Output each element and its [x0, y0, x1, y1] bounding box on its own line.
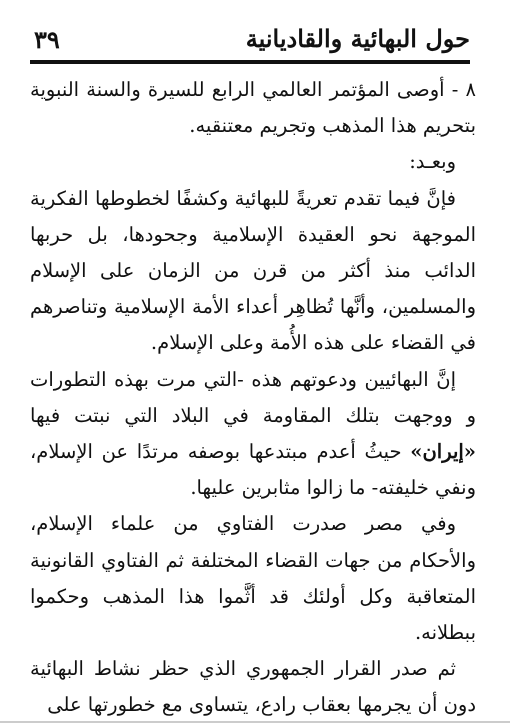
paragraph-bahais-persist — [30, 362, 476, 507]
paragraph-recommendation-8: ٨ - أوصى المؤتمر العالمي الرابع للسيرة والسنة النبوية بتحريم هذا المذهب وتجريم معتنقيه. — [30, 78, 476, 138]
header-rule — [30, 60, 470, 64]
paragraph-egypt-fatwas: وفي مصر صدرت الفتاوي من علماء الإسلام، والأحكام من جهات القضاء المختلفة ثم الفتاوي القانونية المتعاقبة وكل أولئك قد أثَّموا هذا المذهب وحكموا ببطلانه. — [30, 512, 476, 645]
paragraph-republican-decree: ثم صدر القرار الجمهوري الذي حظر نشاط البهائية دون أن يجرمها بعقاب رادع، يتساوى مع خطورتها على — [30, 657, 476, 717]
paragraph-bahais-persist-end: حيثُ أعدم مبتدعها بوصفه مرتدًا عن الإسلام، ونفي خليفته- ما زالوا مثابرين عليها. — [30, 440, 476, 500]
iran-emphasis: «إيران» — [410, 440, 476, 464]
paragraph-bahais-persist-start: إنَّ البهائيين ودعوتهم هذه -التي مرت بهذه التطورات و ووجهت بتلك المقاومة في البلاد التي نبتت فيها — [30, 367, 476, 427]
body-text — [30, 72, 476, 724]
paragraph-exposure: فإنَّ فيما تقدم تعريةً للبهائية وكشفًا لخطوطها الفكرية الموجهة نحو العقيدة الإسلامية وجحودها، بل حربها الدائب منذ أكثر من قرن من الزمان على الإسلام والمسلمين، وأنَّها تُظاهِر أعداء الأمة الإسلامية وتناصرهم في القضاء على هذه الأُمة وعلى الإسلام. — [30, 186, 476, 355]
book-title: حول البهائية والقاديانية — [245, 24, 470, 53]
page-number: ٣٩ — [34, 25, 60, 54]
paragraph-transition: وبعـد: — [409, 150, 456, 174]
running-head — [30, 20, 470, 64]
